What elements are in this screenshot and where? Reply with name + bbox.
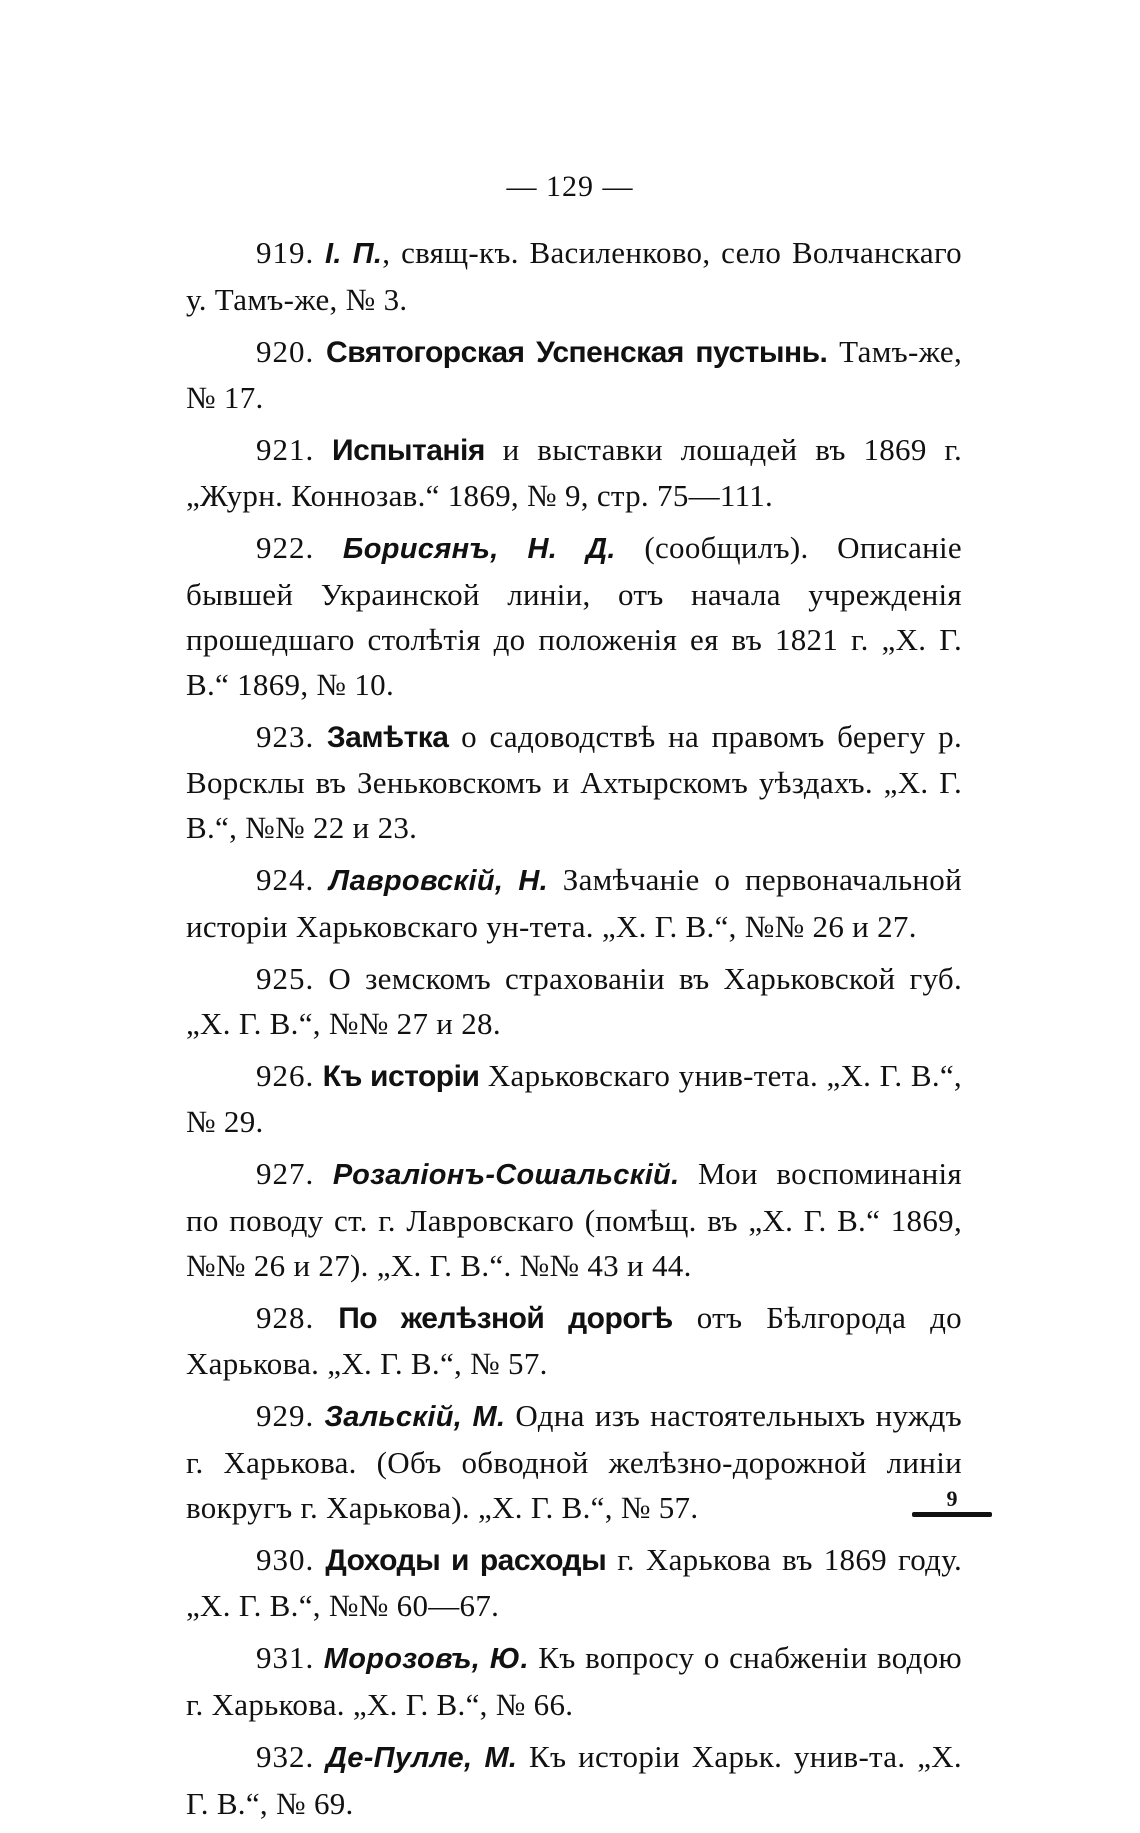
entry-text: Замѣчаніе о первоначальной исторіи Харьковскаго ун-тета. „Х. Г. В.“, №№ 26 и 27. [186,862,962,944]
entry-923 [186,714,962,850]
entry-924 [186,857,962,949]
entry-922 [186,525,962,707]
entry-text: г. Харькова въ 1869 году. „Х. Г. В.“, №№ 60—67. [186,1542,962,1623]
entry-text: о садоводствѣ на правомъ берегу р. Ворсклы въ Зеньковскомъ и Ахтырскомъ уѣздахъ. „Х. Г. В.“, №№ 22 и 23. [186,719,962,845]
entry-number: 930. [256,1542,315,1577]
entry-932 [186,1734,962,1826]
entry-text: , свящ-къ. Василенково, село Волчанскаго у. Тамъ-же, № 3. [186,235,962,317]
entry-text: и выставки лошадей въ 1869 г. „Журн. Коннозав.“ 1869, № 9, стр. 75—111. [186,432,962,513]
entry-text: Мои воспоминанія по поводу ст. г. Лавровскаго (помѣщ. въ „Х. Г. В.“ 1869, №№ 26 и 27). „Х. Г. В.“. №№ 43 и 44. [186,1156,962,1283]
entry-927 [186,1151,962,1288]
entry-921 [186,427,962,518]
entry-919 [186,230,962,322]
entry-author: Зальскій, М. [324,1401,506,1433]
entry-number: 929. [256,1398,315,1433]
entry-number: 925. [256,961,315,996]
entry-heading: Замѣтка [326,721,449,754]
entry-text: Харьковскаго унив-тета. „Х. Г. В.“, № 29. [186,1058,962,1139]
entry-heading: Святогорская Успенская пустынь. [326,336,828,369]
entry-926 [186,1053,962,1144]
entry-author: Розаліонъ-Сошальскій. [332,1159,680,1191]
entry-920 [186,329,962,420]
entry-number: 926. [256,1058,315,1093]
entry-heading: По желѣзной дорогѣ [338,1302,673,1335]
entry-text: Одна изъ настоятельныхъ нуждъ г. Харькова. (Объ обводной желѣзно-дорожной линіи вокругъ г. Харькова). „Х. Г. В.“, № 57. [186,1398,962,1525]
entry-925 [186,956,962,1046]
entry-author: Де-Пулле, М. [326,1742,518,1774]
entry-931 [186,1635,962,1727]
entry-929 [186,1393,962,1530]
entry-text: Тамъ-же, № 17. [186,334,962,415]
entry-author: Борисянъ, Н. Д. [342,533,616,565]
entry-number: 920. [256,334,315,369]
entry-930 [186,1537,962,1628]
entry-number: 932. [256,1739,315,1774]
entry-heading: Доходы и расходы [325,1544,607,1577]
bibliography-list [186,230,962,1833]
entry-text: О земскомъ страхованіи въ Харьковской губ. „Х. Г. В.“, №№ 27 и 28. [186,961,962,1041]
entry-928 [186,1295,962,1386]
entry-number: 931. [256,1640,315,1675]
entry-number: 928. [256,1300,315,1335]
entry-author: Морозовъ, Ю. [323,1643,529,1675]
entry-text: отъ Бѣлгорода до Харькова. „Х. Г. В.“, № 57. [186,1300,962,1381]
signature-rule [912,1512,992,1517]
entry-number: 923. [256,719,315,754]
entry-number: 921. [256,432,315,467]
entry-author: І. П. [325,238,383,270]
entry-number: 927. [256,1156,315,1191]
entry-author: Лавровскій, Н. [329,865,548,897]
entry-text: Къ исторіи Харьк. унив-та. „Х. Г. В.“, № 69. [186,1739,962,1821]
entry-number: 922. [256,530,315,565]
entry-heading: Испытанія [332,434,485,467]
entry-number: 919. [256,235,315,270]
signature-number: 9 [946,1486,958,1511]
page-number: — 129 — [506,170,634,203]
printer-signature [912,1488,992,1517]
entry-text: (сообщилъ). Описаніе бывшей Украинской линіи, отъ начала учрежденія прошедшаго столѣтія до положенія ея въ 1821 г. „Х. Г. В.“ 1869, № 10. [186,530,962,702]
entry-text: Къ вопросу о снабженіи водою г. Харькова. „Х. Г. В.“, № 66. [186,1640,962,1722]
entry-number: 924. [256,862,315,897]
entry-heading: Къ исторіи [322,1060,480,1093]
